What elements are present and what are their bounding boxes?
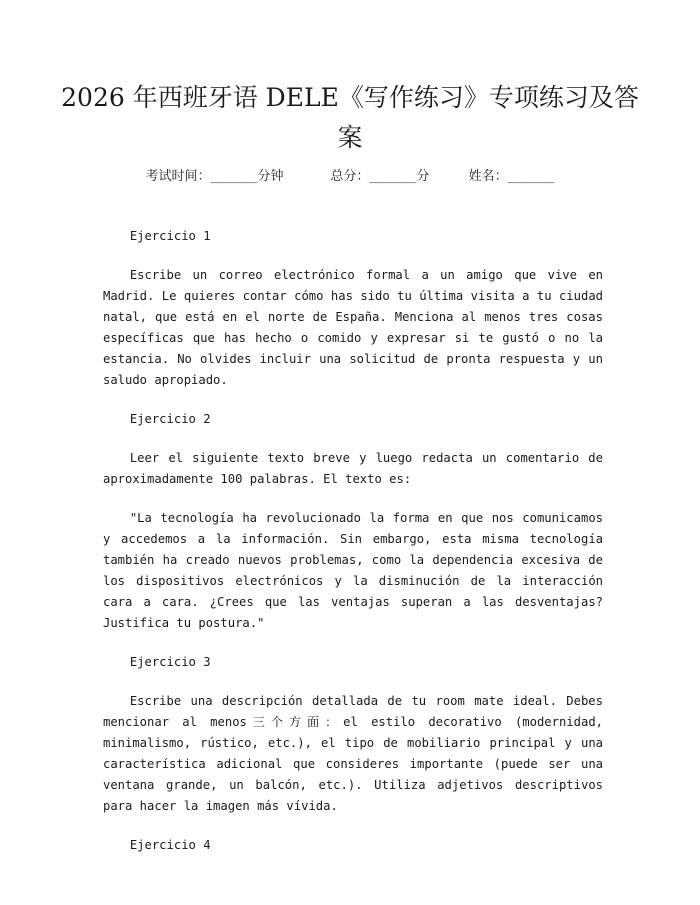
score-blank: ______ — [369, 169, 417, 184]
document-body — [103, 226, 603, 874]
time-unit: 分钟 — [257, 169, 284, 184]
score-label: 总分： — [330, 169, 370, 184]
name-label: 姓名： — [468, 169, 508, 184]
exercise-3-heading: Ejercicio 3 — [129, 655, 211, 669]
exercise-4-heading: Ejercicio 4 — [129, 838, 211, 852]
exercise-2-heading: Ejercicio 2 — [129, 412, 211, 426]
score-unit: 分 — [416, 169, 430, 184]
page-title: 2026 年西班牙语 DELE《写作练习》专项练习及答案 — [61, 83, 639, 152]
exercise-2-quoted-text: "La tecnología ha revolucionado la forma en que nos comunicamos y accedemos a la información. Sin embargo, esta misma tecnología también ha creado nuevos problemas, como la dependencia excesiva de los dispositivos electrónicos y la disminución de la interacción cara a cara. ¿Crees que las ventajas superan a las desventajas? Justifica tu postura." — [103, 511, 603, 630]
time-label: 考试时间： — [145, 169, 211, 184]
name-blank: ______ — [507, 169, 555, 184]
exercise-3-paragraph-1: Escribe una descripción detallada de tu room mate ideal. Debes mencionar al menos三个方面：el estilo decorativo (modernidad, minimalismo, rústico, etc.), el tipo de mobiliario principal y una característica adicional que consideres importante (puede ser una ventana grande, un balcón, etc.). Utiliza adjetivos descriptivos para hacer la imagen más vívida. — [103, 694, 603, 813]
time-blank: ______ — [210, 169, 258, 184]
exam-info-line — [0, 168, 700, 186]
exercise-1-heading: Ejercicio 1 — [129, 229, 211, 243]
exercise-1-paragraph-1: Escribe un correo electrónico formal a un amigo que vive en Madrid. Le quieres contar cómo has sido tu última visita a tu ciudad natal, que está en el norte de España. Menciona al menos tres cosas específicas que has hecho o comido y expresar si te gustó o no la estancia. No olvides incluir una solicitud de pronta respuesta y un saludo apropiado. — [103, 268, 603, 387]
exercise-2-paragraph-1: Leer el siguiente texto breve y luego redacta un comentario de aproximadamente 100 palabras. El texto es: — [103, 451, 603, 486]
